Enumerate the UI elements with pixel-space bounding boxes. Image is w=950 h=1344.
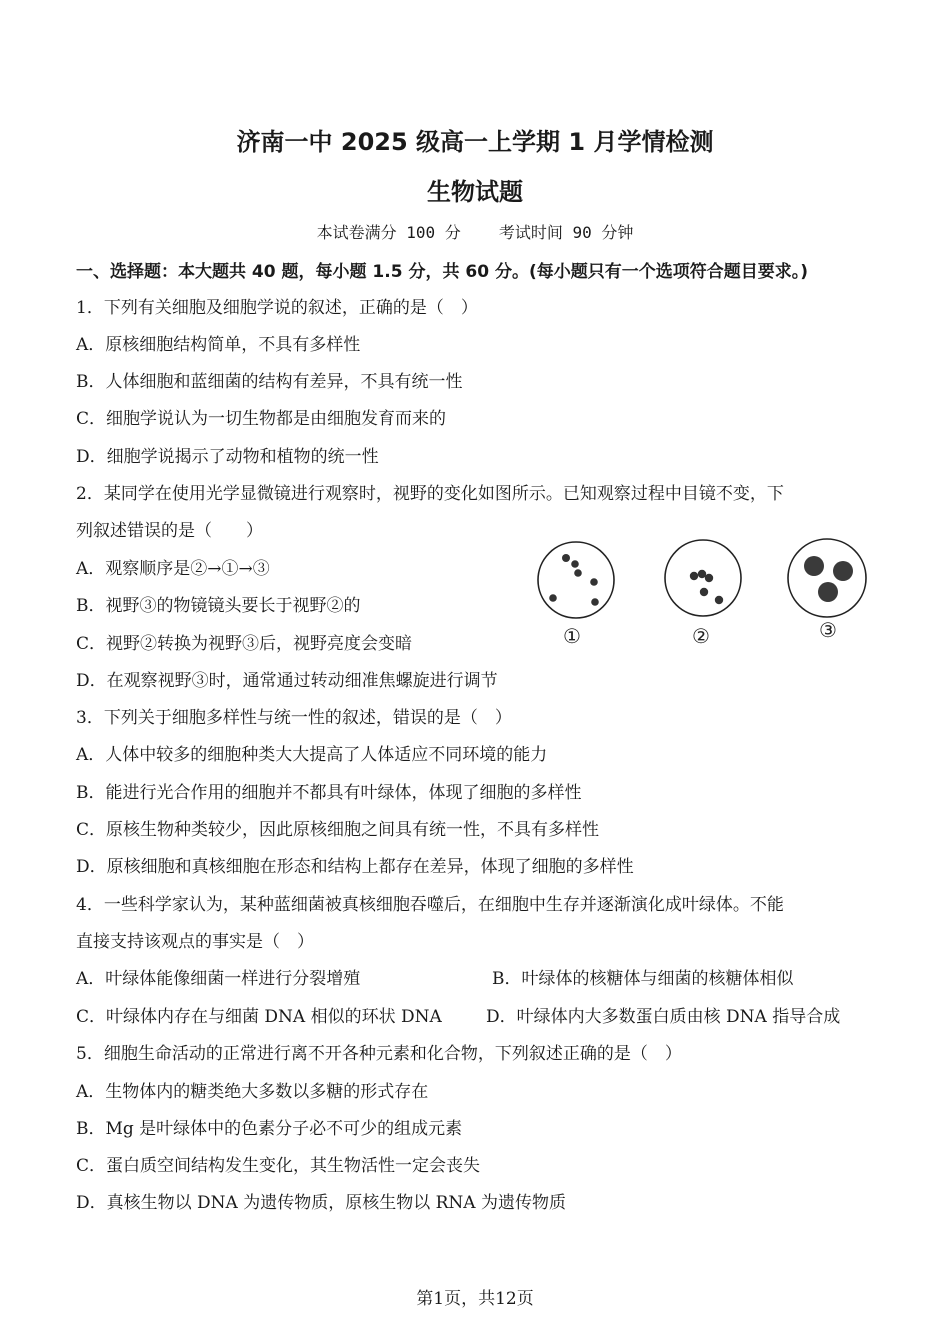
q5-stem: 5．细胞生命活动的正常进行离不开各种元素和化合物，下列叙述正确的是（ ）	[76, 1044, 682, 1064]
q4-stem: 4．一些科学家认为，某种蓝细菌被真核细胞吞噬后，在细胞中生存并逐渐演化成叶绿体。不能	[76, 895, 784, 915]
q1-option-c: C．细胞学说认为一切生物都是由细胞发育而来的	[76, 409, 447, 429]
q2-option-b: B．视野③的物镜镜头要长于视野②的	[76, 596, 361, 616]
figure-label-3: ③	[819, 618, 837, 642]
q4-option-d: D．叶绿体内大多数蛋白质由核 DNA 指导合成	[486, 1007, 841, 1027]
exam-time: 考试时间 90 分钟	[498, 223, 634, 242]
q3-option-b: B．能进行光合作用的细胞并不都具有叶绿体，体现了细胞的多样性	[76, 783, 582, 803]
q2-option-d: D．在观察视野③时，通常通过转动细准焦螺旋进行调节	[76, 671, 498, 691]
figure-label-1: ①	[563, 624, 581, 648]
q4-stem-cont: 直接支持该观点的事实是（ ）	[76, 932, 314, 952]
q5-option-d: D．真核生物以 DNA 为遗传物质，原核生物以 RNA 为遗传物质	[76, 1193, 566, 1213]
full-score: 本试卷满分 100 分	[316, 223, 461, 242]
q1-stem: 1．下列有关细胞及细胞学说的叙述，正确的是（ ）	[76, 298, 478, 318]
q2-stem: 2．某同学在使用光学显微镜进行观察时，视野的变化如图所示。已知观察过程中目镜不变，下	[76, 484, 784, 504]
q4-option-b: B．叶绿体的核糖体与细菌的核糖体相似	[492, 969, 794, 989]
q2-stem-cont: 列叙述错误的是（ ）	[76, 521, 263, 541]
q2-option-a: A．观察顺序是②→①→③	[76, 559, 270, 579]
q5-option-c: C．蛋白质空间结构发生变化，其生物活性一定会丧失	[76, 1156, 481, 1176]
q2-option-c: C．视野②转换为视野③后，视野亮度会变暗	[76, 634, 413, 654]
exam-title: 济南一中 2025 级高一上学期 1 月学情检测	[236, 128, 714, 156]
exam-info	[0, 220, 950, 243]
q3-option-d: D．原核细胞和真核细胞在形态和结构上都存在差异，体现了细胞的多样性	[76, 857, 634, 877]
q3-option-c: C．原核生物种类较少，因此原核细胞之间具有统一性，不具有多样性	[76, 820, 600, 840]
q3-option-a: A．人体中较多的细胞种类大大提高了人体适应不同环境的能力	[76, 745, 548, 765]
q1-option-b: B．人体细胞和蓝细菌的结构有差异，不具有统一性	[76, 372, 463, 392]
q5-option-b: B．Mg 是叶绿体中的色素分子必不可少的组成元素	[76, 1119, 463, 1139]
microscope-fields-figure	[534, 536, 874, 652]
q4-option-c: C．叶绿体内存在与细菌 DNA 相似的环状 DNA	[76, 1007, 442, 1027]
field-3	[788, 539, 866, 642]
q1-option-a: A．原核细胞结构简单，不具有多样性	[76, 335, 361, 355]
field-2	[665, 540, 741, 648]
page-footer: 第1页，共12页	[416, 1289, 534, 1309]
q3-stem: 3．下列关于细胞多样性与统一性的叙述，错误的是（ ）	[76, 708, 512, 728]
section-heading: 一、选择题：本大题共 40 题，每小题 1.5 分，共 60 分。(每小题只有一个选项符合题目要求。)	[76, 262, 808, 282]
q4-option-a: A．叶绿体能像细菌一样进行分裂增殖	[76, 969, 361, 989]
q5-option-a: A．生物体内的糖类绝大多数以多糖的形式存在	[76, 1082, 429, 1102]
field-1	[538, 542, 614, 648]
subject-title: 生物试题	[427, 178, 523, 206]
figure-label-2: ②	[692, 624, 710, 648]
q1-option-d: D．细胞学说揭示了动物和植物的统一性	[76, 447, 379, 467]
